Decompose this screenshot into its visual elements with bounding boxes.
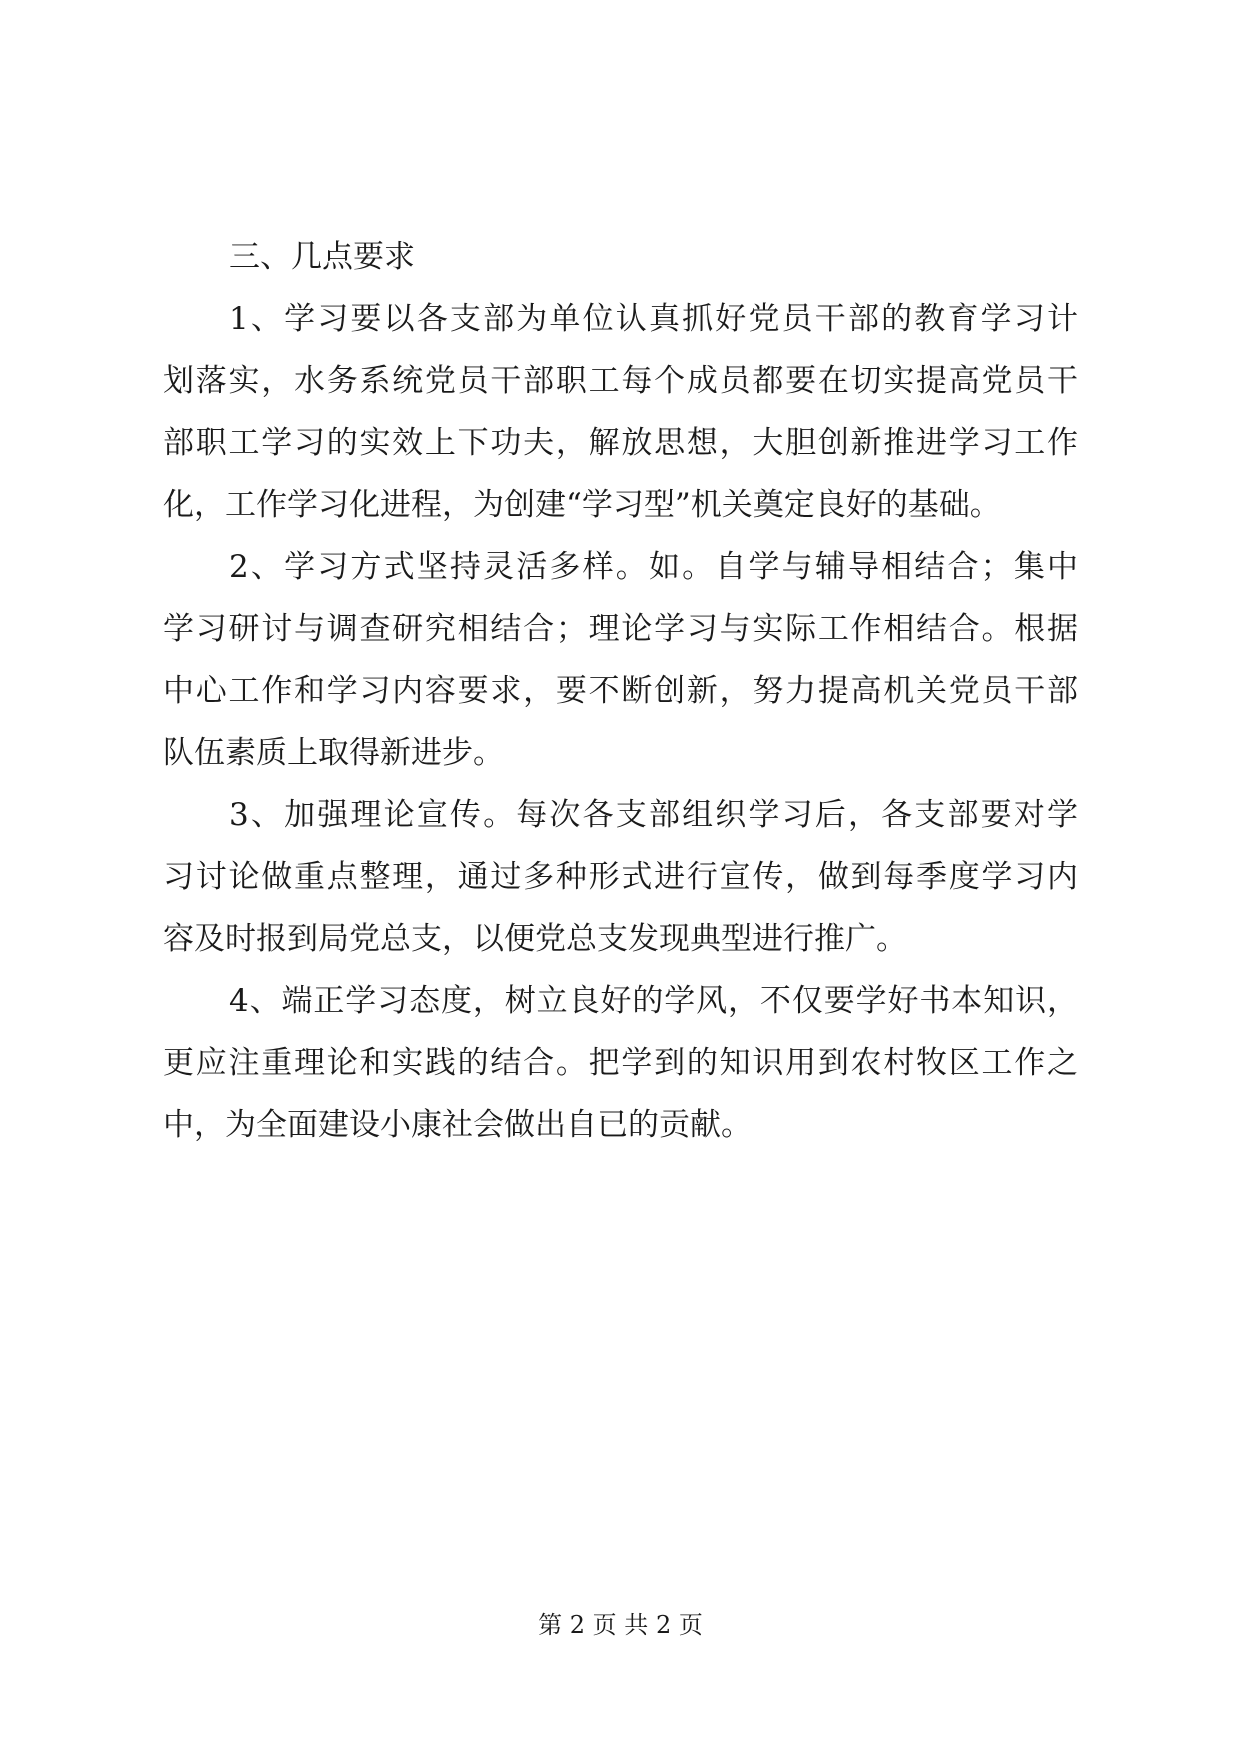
- paragraph-4: [163, 970, 1078, 1156]
- paragraph-line: 更应注重理论和实践的结合。把学到的知识用到农村牧区工作之: [163, 1045, 1078, 1081]
- paragraph-2: [163, 536, 1078, 784]
- paragraph-line: 中，为全面建设小康社会做出自已的贡献。: [163, 1107, 752, 1143]
- paragraph-line: 学习研讨与调查研究相结合；理论学习与实际工作相结合。根据: [163, 611, 1078, 647]
- paragraph-line: 习讨论做重点整理，通过多种形式进行宣传，做到每季度学习内: [163, 859, 1078, 895]
- section-heading: 三、几点要求: [229, 239, 415, 275]
- paragraph-line: 2、学习方式坚持灵活多样。如。自学与辅导相结合；集中: [229, 549, 1078, 585]
- document-body: [163, 226, 1078, 1156]
- page-footer: 第 2 页 共 2 页: [538, 1611, 703, 1639]
- paragraph-line: 容及时报到局党总支，以便党总支发现典型进行推广。: [163, 921, 907, 957]
- paragraph-line: 化，工作学习化进程，为创建“学习型”机关奠定良好的基础。: [163, 487, 1001, 523]
- paragraph-line: 中心工作和学习内容要求，要不断创新，努力提高机关党员干部: [163, 673, 1078, 709]
- paragraph-1: [163, 288, 1078, 536]
- paragraph-line: 队伍素质上取得新进步。: [163, 735, 504, 771]
- paragraph-3: [163, 784, 1078, 970]
- paragraph-line: 部职工学习的实效上下功夫，解放思想，大胆创新推进学习工作: [163, 425, 1078, 461]
- paragraph-line: 1、学习要以各支部为单位认真抓好党员干部的教育学习计: [229, 301, 1078, 337]
- paragraph-line: 划落实，水务系统党员干部职工每个成员都要在切实提高党员干: [163, 363, 1078, 399]
- paragraph-line: 4、端正学习态度，树立良好的学风，不仅要学好书本知识，: [229, 983, 1078, 1019]
- paragraph-line: 3、加强理论宣传。每次各支部组织学习后，各支部要对学: [229, 797, 1078, 833]
